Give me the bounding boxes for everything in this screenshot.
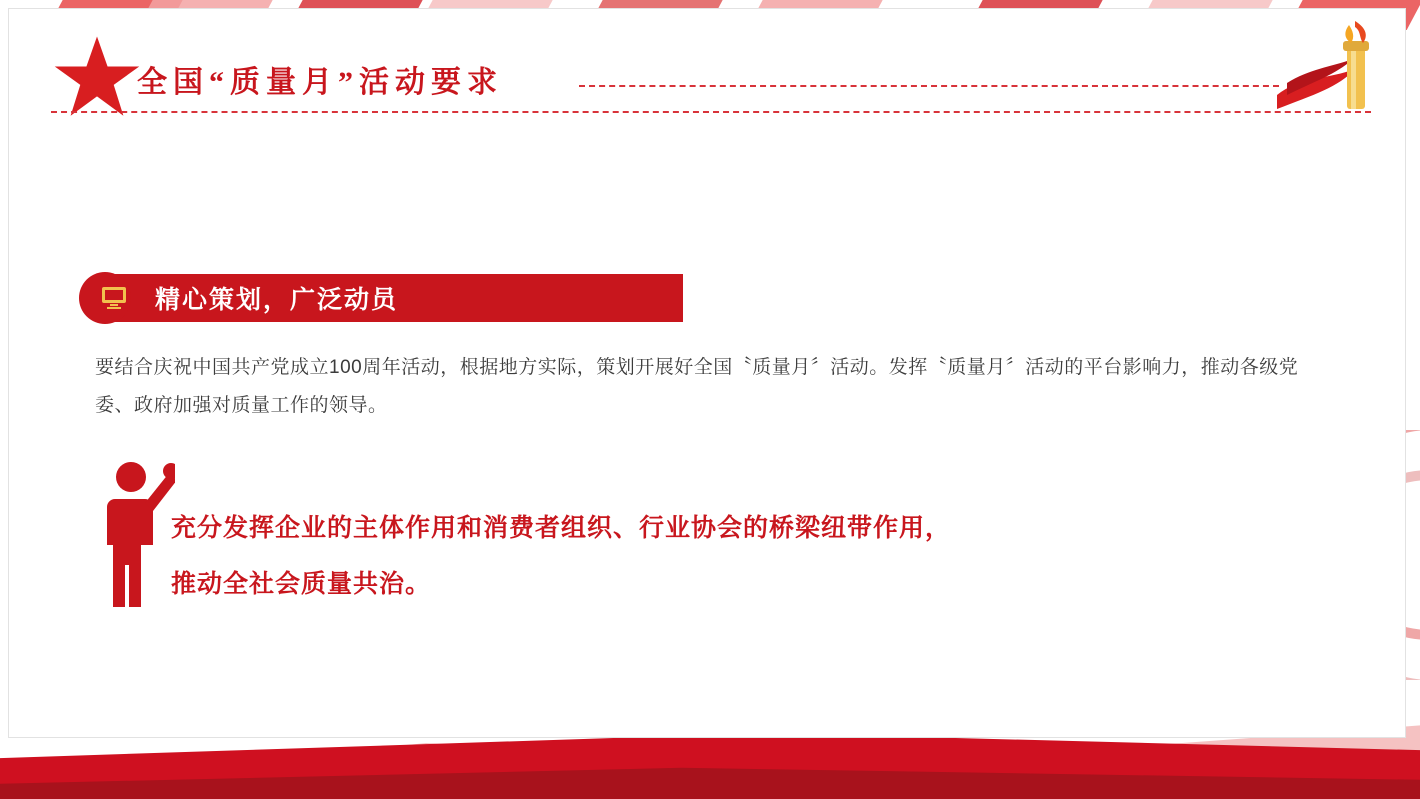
monitor-screen-icon: [101, 286, 127, 310]
section-heading-bar: [93, 274, 683, 322]
highlight-line-1: 充分发挥企业的主体作用和消费者组织、行业协会的桥梁纽带作用，: [171, 515, 952, 542]
red-star-icon: [51, 33, 143, 121]
page-title: 全国“质量月”活动要求: [137, 66, 503, 99]
header-dashed-line-2: [51, 111, 1371, 113]
content-card: [8, 8, 1406, 738]
torch-with-red-ribbon-icon: [1269, 17, 1379, 117]
header-dashed-line-1: [579, 85, 1279, 87]
highlight-line-2: 推动全社会质量共治。: [171, 571, 432, 598]
slide-header: [9, 9, 1407, 119]
person-raising-hand-icon: [101, 457, 175, 612]
section-title: 精心策划，广泛动员: [155, 287, 399, 314]
body-paragraph: 要结合庆祝中国共产党成立100周年活动，根据地方实际，策划开展好全国〝质量月〞活动。发挥〝质量月〞活动的平台影响力，推动各级党委、政府加强对质量工作的领导。: [95, 357, 1299, 416]
highlight-text: [171, 501, 1321, 613]
